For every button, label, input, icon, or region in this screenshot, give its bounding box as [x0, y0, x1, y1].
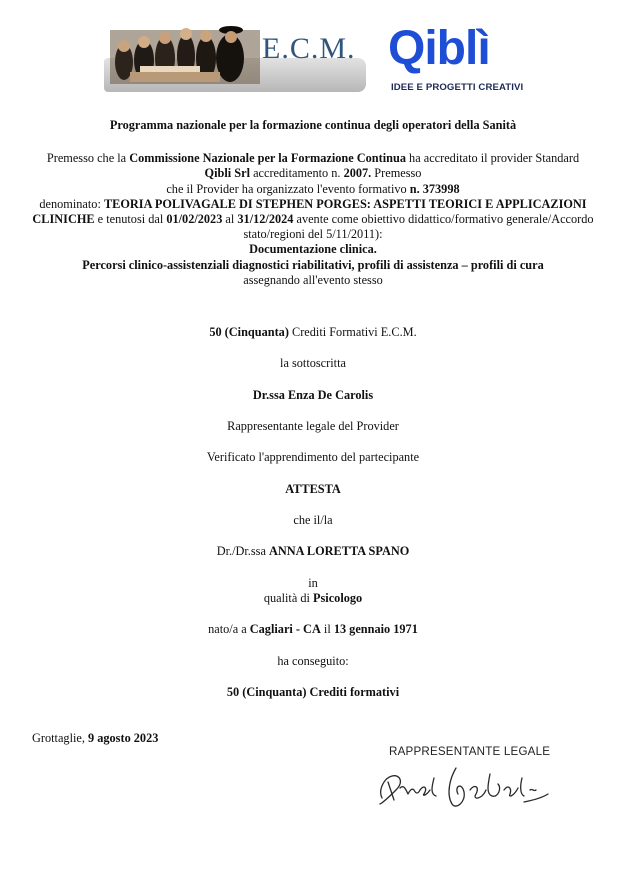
that-line: che il/la	[293, 513, 333, 527]
text: Crediti Formativi E.C.M.	[288, 325, 417, 339]
program-title: Programma nazionale per la formazione continua degli operatori della Sanità	[109, 118, 517, 132]
brand-name: Qiblì	[388, 22, 490, 75]
premise-line-4	[28, 197, 598, 212]
qibli-logo	[388, 22, 528, 99]
obtained-line: ha conseguito:	[277, 654, 349, 668]
verification-line: Verificato l'apprendimento del partecipante	[206, 450, 420, 464]
provider-name: Qibli Srl	[204, 166, 250, 181]
commission-name: Commissione Nazionale per la Formazione Continua	[129, 151, 406, 166]
text: Premesso	[371, 166, 422, 181]
undersigned-label: la sottoscritta	[280, 356, 346, 370]
signer-name	[28, 388, 598, 403]
birth-place: Cagliari - CA	[249, 622, 321, 636]
attests-heading	[28, 482, 598, 497]
text: ha accreditato il provider Standard	[405, 151, 580, 166]
premise-line-2	[28, 166, 598, 181]
text: Dr.ssa Enza De Carolis	[252, 388, 374, 402]
event-number: n. 373998	[409, 181, 460, 196]
issue-place-date	[32, 731, 158, 746]
premise-line-5	[28, 212, 598, 227]
text: Grottaglie,	[32, 731, 89, 745]
text: e tenutosi dal	[94, 212, 167, 227]
brand-tagline: IDEE E PROGETTI CREATIVI	[391, 82, 524, 93]
issue-date: 9 agosto 2023	[88, 731, 159, 745]
end-date: 31/12/2024	[237, 212, 294, 227]
text: denominato:	[39, 196, 104, 211]
text: il	[320, 622, 334, 636]
text: al	[222, 212, 238, 227]
birth-date: 13 gennaio 1971	[333, 622, 418, 636]
text: qualità di	[263, 591, 313, 605]
signer-role: Rappresentante legale del Provider	[227, 419, 399, 433]
event-title-part-1: TEORIA POLIVAGALE DI STEPHEN PORGES: ASPETTI TEORICI E APPLICAZIONI	[103, 196, 587, 211]
spacer	[28, 133, 598, 151]
in-line: in	[308, 576, 318, 590]
objective-text: Percorsi clinico-assistenziali diagnostici riabilitativi, profili di assistenza – profili di cura	[82, 257, 544, 272]
profession-line	[28, 591, 598, 606]
assigning-line: assegnando all'evento stesso	[243, 272, 383, 287]
participant-name: ANNA LORETTA SPANO	[268, 544, 410, 558]
text: avente come obiettivo didattico/formativo generale/Accordo	[293, 212, 594, 227]
objective-text: Documentazione clinica.	[249, 242, 377, 257]
certificate-body	[28, 118, 598, 288]
birth-line	[28, 622, 598, 637]
objective-2	[28, 258, 598, 273]
credits-amount: 50 (Cinquanta)	[209, 325, 289, 339]
credits-assigned	[28, 325, 598, 340]
text: accreditamento n.	[250, 166, 344, 181]
text: ATTESTA	[285, 482, 341, 496]
objective-1	[28, 242, 598, 257]
signature-label: RAPPRESENTANTE LEGALE	[389, 745, 551, 758]
ecm-logo-text: E.C.M.	[262, 32, 356, 65]
credits-obtained	[28, 685, 598, 700]
handwritten-signature	[374, 760, 554, 812]
text: Dr./Dr.ssa	[216, 544, 269, 558]
profession: Psicologo	[313, 591, 363, 605]
premise-line-3	[28, 182, 598, 197]
accreditation-number: 2007.	[343, 166, 372, 181]
text: che il Provider ha organizzato l'evento formativo	[166, 181, 410, 196]
start-date: 01/02/2023	[166, 212, 223, 227]
text: 50 (Cinquanta) Crediti formativi	[226, 685, 400, 699]
premise-line-1	[28, 151, 598, 166]
text: nato/a a	[208, 622, 250, 636]
premise-line-6: stato/regioni del 5/11/2011):	[243, 227, 383, 242]
event-title-part-2: CLINICHE	[32, 212, 95, 227]
ecm-logo	[104, 22, 366, 92]
anatomy-painting-image	[110, 22, 260, 84]
participant-line	[28, 544, 598, 559]
certificate-header	[0, 0, 621, 110]
text: Premesso che la	[46, 151, 130, 166]
